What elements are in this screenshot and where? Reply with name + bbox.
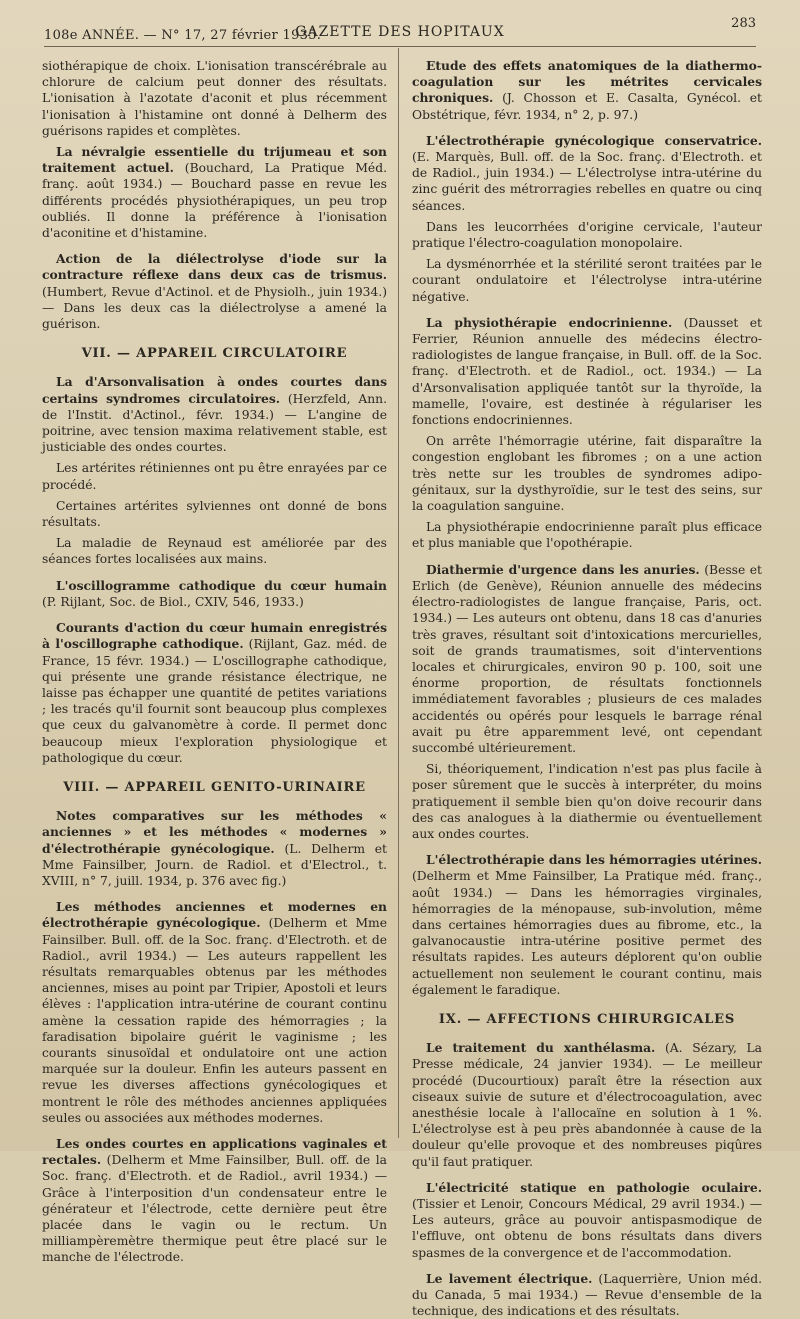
abstract-paragraph bbox=[42, 620, 387, 766]
abstract-title: L'électrothérapie dans les hémorragies utérines. bbox=[426, 852, 763, 868]
abstract-reference: (Delherm et Mme Fainsilber, La Pratique méd. franç., août 1934.) — bbox=[412, 869, 762, 900]
abstract-paragraph-continued: La physiothérapie endocrinienne paraît plus efficace et plus maniable que l'opothérapie. bbox=[412, 520, 762, 551]
abstract-paragraph-continued: Les artérites rétiniennes ont pu être enrayées par ce procédé. bbox=[42, 461, 387, 492]
abstract-reference: (Dausset et Ferrier, Réunion annuelle des médecins électro-radiologistes de langue française, in Bull. off. de la Soc. franç. d'Electroth. et de Radiol., oct. 1934.) — bbox=[412, 315, 762, 379]
abstract-item bbox=[42, 251, 387, 332]
abstract-body: Les auteurs rappellent les résultats remarquables obtenus par les méthodes anciennes, mises au point par Tripier, Apostoli et leurs élèves : l'application intra-utérine de courant continu amène la cessation rapide des hémorragies ; la faradisation bipolaire guérit le vaginisme ; les courants sinusoïdal et ondulatoire ont une action marquée sur la douleur. Enfin les auteurs passent en revue les diverses affections gynécologiques et montrent le rôle des méthodes anciennes appliquées seules ou associées aux méthodes modernes. bbox=[42, 948, 387, 1125]
abstract-paragraph bbox=[42, 808, 387, 889]
abstract-reference: (E. Marquès, Bull. off. de la Soc. franç. d'Electroth. et de Radiol., juin 1934.) — bbox=[412, 150, 762, 181]
abstract-item bbox=[412, 133, 762, 305]
abstract-reference: (Tissier et Lenoir, Concours Médical, 29 avril 1934.) — bbox=[412, 1197, 762, 1211]
abstract-body: L'angine de poitrine, avec tension maxima relativement stable, est justiciable des ondes courtes. bbox=[42, 407, 387, 455]
left-items-b bbox=[42, 374, 387, 765]
abstract-item bbox=[412, 1180, 762, 1261]
abstract-reference: (Besse et Erlich (de Genève), Réunion annuelle des médecins électro-radiologistes de langue française, Paris, oct. 1934.) — bbox=[412, 562, 762, 626]
abstract-body: Les auteurs ont obtenu, dans 18 cas d'anuries très graves, résultant soit d'intoxications mercurielles, soit de grands traumatismes, soit d'interventions locales et chirurgicales, environ 90 p. 100, soit une énorme proportion, de résultats fonctionnels immédiatement favorables ; plusieurs de ces malades accidentés ou opérés pour lesquels le barrage rénal avait pu être apparemment levé, ont cependant succombé ultérieurement. bbox=[412, 611, 762, 755]
right-column bbox=[412, 58, 763, 1319]
abstract-paragraph-continued: La dysménorrhée et la stérilité seront traitées par le courant ondulatoire et l'électrolyse intra-utérine négative. bbox=[412, 257, 762, 304]
page-number: 283 bbox=[731, 16, 756, 31]
abstract-title: Les méthodes anciennes et modernes en électrothérapie gynécologique. bbox=[42, 899, 387, 931]
abstract-title: L'électricité statique en pathologie oculaire. bbox=[426, 1179, 762, 1195]
abstract-body: Grâce à l'interposition d'un condensateur entre le générateur et l'électrode, cette dernière peut être placée dans le vagin ou le rectum. Un milliampèremètre thermique peut être placé sur le manche de l'électrode. bbox=[42, 1185, 387, 1265]
journal-title: GAZETTE DES HOPITAUX bbox=[295, 24, 505, 40]
abstract-reference: (Herzfeld, Ann. de l'Instit. d'Actinol., févr. 1934.) — bbox=[42, 391, 387, 422]
abstract-item bbox=[412, 58, 762, 123]
abstract-title: Le traitement du xanthélasma. bbox=[426, 1040, 656, 1056]
abstract-item bbox=[42, 1136, 387, 1266]
abstract-title: L'électrothérapie gynécologique conservatrice. bbox=[426, 132, 762, 148]
abstract-item bbox=[42, 808, 387, 889]
abstract-reference: (Humbert, Revue d'Actinol. et de Physiolh., juin 1934.) — bbox=[42, 284, 387, 315]
abstract-reference: (Delherm et Mme Fainsilber, Bull. off. de la Soc. franç. d'Electroth. et de Radiol., avril 1934.) — bbox=[42, 1153, 387, 1184]
abstract-title: Courants d'action du cœur humain enregistrés à l'oscillographe cathodique. bbox=[42, 620, 387, 652]
abstract-reference: (Laquerrière, Union méd. du Canada, 5 mai 1934.) — bbox=[412, 1271, 762, 1303]
abstract-item bbox=[412, 1040, 762, 1170]
abstract-paragraph-continued: La maladie de Reynaud est améliorée par des séances fortes localisées aux mains. bbox=[42, 536, 387, 567]
abstract-title: La physiothérapie endocrinienne. bbox=[426, 314, 673, 330]
abstract-paragraph bbox=[42, 144, 387, 241]
abstract-paragraph bbox=[42, 251, 387, 332]
section-heading-vii: VII. — APPAREIL CIRCULATOIRE bbox=[81, 346, 348, 362]
left-items-a bbox=[42, 144, 387, 332]
abstract-title: Les ondes courtes en applications vaginales et rectales. bbox=[42, 1135, 387, 1168]
right-items-b bbox=[412, 1040, 762, 1319]
abstract-title: L'oscillogramme cathodique du cœur humain bbox=[56, 577, 387, 593]
abstract-item bbox=[412, 852, 762, 998]
abstract-title: Diathermie d'urgence dans les anuries. bbox=[426, 561, 700, 577]
abstract-reference: (Rijlant, Gaz. méd. de France, 15 févr. 1934.) — bbox=[42, 637, 387, 668]
abstract-body: Revue d'ensemble de la technique, des indications et des résultats. bbox=[412, 1288, 762, 1319]
abstract-paragraph bbox=[42, 1136, 387, 1266]
abstract-paragraph bbox=[412, 315, 762, 428]
abstract-title: Notes comparatives sur les méthodes « anciennes » et les méthodes « modernes » d'électrothérapie gynécologique. bbox=[42, 808, 387, 856]
abstract-reference: (Delherm et Mme Fainsilber. Bull. off. de la Soc. franç. d'Electroth. et de Radiol., avril 1934.) — bbox=[42, 916, 387, 963]
abstract-item bbox=[42, 899, 387, 1126]
issue-line: 108e ANNÉE. — N° 17, 27 février 1935. bbox=[44, 28, 322, 43]
abstract-item bbox=[412, 315, 762, 552]
abstract-paragraph bbox=[412, 852, 762, 998]
abstract-reference: (Bouchard, La Pratique Méd. franç. août 1934.) — bbox=[42, 161, 387, 192]
left-items-c bbox=[42, 808, 387, 1265]
abstract-body: L'électrolyse intra-utérine du zinc guérit des métrorragies rebelles en quatre ou cinq séances. bbox=[412, 166, 762, 213]
section-heading-ix: IX. — AFFECTIONS CHIRURGICALES bbox=[438, 1011, 736, 1027]
abstract-paragraph bbox=[412, 1271, 762, 1319]
abstract-paragraph-continued: On arrête l'hémorragie utérine, fait disparaître la congestion englobant les fibromes ; on a une action très nette sur les troubles de syndromes adipo-génitaux, sur la dysthyroïdie, sur le test des seins, sur la coagulation sanguine. bbox=[412, 434, 762, 514]
abstract-reference: (P. Rijlant, Soc. de Biol., CXIV, 546, 1933.) bbox=[42, 594, 304, 609]
abstract-item bbox=[42, 374, 387, 567]
abstract-title: Le lavement électrique. bbox=[426, 1270, 593, 1286]
abstract-paragraph bbox=[412, 58, 762, 123]
abstract-item bbox=[42, 620, 387, 766]
abstract-body: La d'Arsonvalisation appliquée tantôt sur la thyroïde, la mamelle, l'ovaire, est destinée à régulariser les fonctions endocriniennes. bbox=[412, 364, 762, 428]
abstract-title: Action de la diélectrolyse d'iode sur la contracture réflexe dans deux cas de trismus. bbox=[42, 251, 387, 283]
abstract-item bbox=[42, 578, 387, 610]
column-divider bbox=[398, 48, 399, 1138]
abstract-item bbox=[412, 562, 762, 842]
abstract-paragraph-continued: Si, théoriquement, l'indication n'est pas plus facile à poser sûrement que le succès à interpréter, du moins pratiquement il semble bien qu'on doive recourir dans des cas analogues à la diathermie ou éventuellement aux ondes courtes. bbox=[412, 762, 762, 841]
abstract-paragraph bbox=[412, 133, 762, 214]
abstract-reference: (J. Chosson et E. Casalta, Gynécol. et Obstétrique, févr. 1934, n° 2, p. 97.) bbox=[412, 91, 762, 122]
abstract-paragraph bbox=[42, 578, 387, 610]
abstract-reference: (L. Delherm et Mme Fainsilber, Journ. de Radiol. et d'Electrol., t. XVIII, n° 7, juill. 1934, p. 376 avec fig.) bbox=[42, 841, 388, 888]
abstract-body: Le meilleur procédé (Ducourtioux) paraît être la résection aux ciseaux suivie de suture et d'électrocoagulation, avec anesthésie locale à l'allocaïne en solution à 1 %. L'électrolyse est à peu près abandonnée à cause de la douleur qu'elle provoque et des nombreuses piqûres qu'il faut pratiquer. bbox=[412, 1057, 762, 1169]
abstract-paragraph bbox=[42, 374, 387, 455]
abstract-paragraph-continued: Dans les leucorrhées d'origine cervicale, l'auteur pratique l'électro-coagulation monopolaire. bbox=[412, 219, 762, 251]
right-items-a bbox=[412, 58, 762, 998]
abstract-title: La névralgie essentielle du trijumeau et son traitement actuel. bbox=[42, 144, 387, 176]
abstract-title: La d'Arsonvalisation à ondes courtes dans certains syndromes circulatoires. bbox=[42, 374, 387, 406]
abstract-paragraph bbox=[42, 899, 387, 1126]
abstract-paragraph-continued: Certaines artérites sylviennes ont donné de bons résultats. bbox=[42, 498, 387, 530]
abstract-paragraph bbox=[412, 562, 762, 756]
abstract-body: Les auteurs, grâce au pouvoir antispasmodique de l'effluve, ont obtenu de bons résultats dans divers spasmes de la convergence et de l'accommodation. bbox=[412, 1213, 762, 1260]
abstract-paragraph bbox=[412, 1180, 762, 1261]
abstract-item bbox=[42, 144, 387, 241]
left-column bbox=[42, 58, 388, 1265]
abstract-title: Etude des effets anatomiques de la diathermo-coagulation sur les métrites cervicales chroniques. bbox=[412, 58, 762, 106]
abstract-body: Bouchard passe en revue les différents procédés physiothérapiques, un peu trop oubliés. Il donne la préférence à l'ionisation d'aconitine et d'histamine. bbox=[42, 177, 387, 241]
abstract-body: Dans les deux cas la diélectrolyse a amené la guérison. bbox=[42, 300, 387, 332]
abstract-item bbox=[412, 1271, 762, 1319]
abstract-reference: (A. Sézary, La Presse médicale, 24 janvier 1934). — bbox=[412, 1041, 762, 1072]
abstract-paragraph bbox=[412, 1040, 762, 1170]
abstract-body: Dans les hémorragies virginales, hémorragies de la ménopause, sub-involution, même dans certaines hémorragies dues au fibrome, etc., la galvanocaustie intra-utérine positive permet des résultats rapides. Les auteurs déplorent qu'on oublie actuellement non seulement le courant continu, mais également le faradique. bbox=[412, 885, 762, 997]
continued-paragraph: siothérapique de choix. L'ionisation transcérébrale au chlorure de calcium peut donner des résultats. L'ionisation à l'azotate d'aconit et plus récemment l'ionisation à l'histamine ont donné à Delherm des guérisons rapides et complètes. bbox=[42, 59, 387, 138]
abstract-body: L'oscillographe cathodique, qui présente une grande résistance électrique, ne laisse pas échapper une quantité de petites variations ; les tracés qu'il fournit sont beaucoup plus complexes que ceux du galvanomètre à corde. Il permet donc beaucoup mieux l'exploration physiologique et pathologique du cœur. bbox=[42, 653, 387, 765]
page-header bbox=[44, 18, 756, 47]
section-heading-viii: VIII. — APPAREIL GENITO-URINAIRE bbox=[63, 779, 366, 795]
